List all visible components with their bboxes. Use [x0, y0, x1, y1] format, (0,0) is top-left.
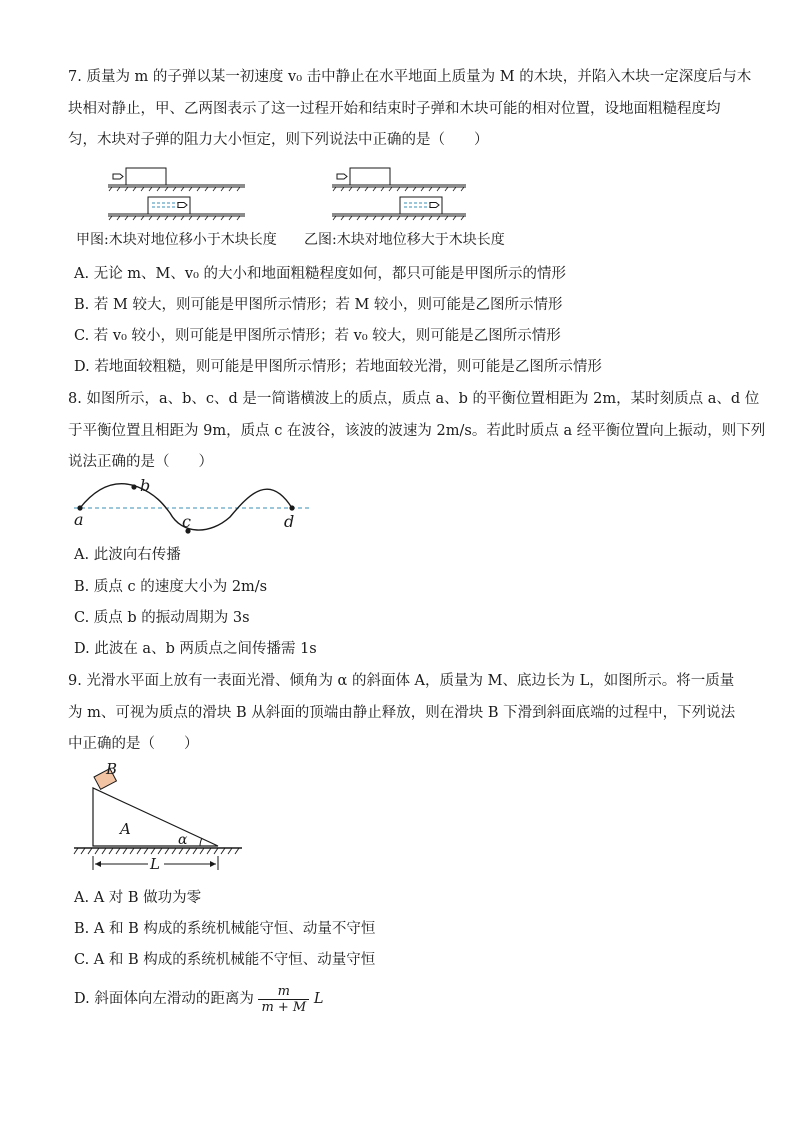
q8-label-a: a — [74, 510, 84, 529]
q8-label-c: c — [182, 512, 191, 531]
q7-diagram-yi — [326, 160, 496, 222]
q7-caption-yi: 乙图:木块对地位移大于木块长度 — [304, 232, 505, 248]
q8-point-b — [131, 484, 136, 489]
q9-option-d-suffix: L — [313, 991, 324, 1007]
q9-line-1: 9. 光滑水平面上放有一表面光滑、倾角为 α 的斜面体 A，质量为 M、底边长为 L，如图所示。将一质量 — [68, 673, 735, 689]
q9-option-b: B. A 和 B 构成的系统机械能守恒、动量不守恒 — [74, 921, 376, 937]
q9-label-l: L — [150, 855, 160, 873]
q7-option-a: A. 无论 m、M、v₀ 的大小和地面粗糙程度如何，都只可能是甲图所示的情形 — [74, 266, 567, 282]
q8-option-c: C. 质点 b 的振动周期为 3s — [74, 610, 250, 626]
q9-fraction-numerator: m — [277, 983, 290, 999]
q7-option-b: B. 若 M 较大，则可能是甲图所示情形；若 M 较小，则可能是乙图所示情形 — [74, 297, 563, 313]
q8-option-d: D. 此波在 a、b 两质点之间传播需 1s — [74, 641, 317, 657]
q9-option-d-fraction — [258, 984, 309, 1015]
q9-line-2: 为 m、可视为质点的滑块 B 从斜面的顶端由静止释放，则在滑块 B 下滑到斜面底端的过程中，下列说法 — [68, 705, 736, 721]
q9-option-a: A. A 对 B 做功为零 — [74, 890, 202, 906]
q7-line-3: 匀，木块对子弹的阻力大小恒定，则下列说法中正确的是（ ） — [68, 132, 489, 148]
q8-line-1: 8. 如图所示，a、b、c、d 是一简谐横波上的质点，质点 a、b 的平衡位置相距为 2m，某时刻质点 a、d 位 — [68, 391, 760, 407]
q7-line-1: 7. 质量为 m 的子弹以某一初速度 v₀ 击中静止在水平地面上质量为 M 的木块，并陷入木块一定深度后与木 — [68, 69, 752, 85]
q8-wave-diagram — [70, 475, 320, 533]
q9-fraction-denominator: m + M — [258, 999, 309, 1015]
q8-label-d: d — [284, 512, 295, 531]
q7-option-d: D. 若地面较粗糙，则可能是甲图所示情形；若地面较光滑，则可能是乙图所示情形 — [74, 359, 602, 375]
q8-label-b: b — [140, 476, 151, 495]
q8-option-b: B. 质点 c 的速度大小为 2m/s — [74, 579, 268, 595]
q7-diagram-jia — [100, 160, 270, 222]
q7-option-c: C. 若 v₀ 较小，则可能是甲图所示情形；若 v₀ 较大，则可能是乙图所示情形 — [74, 328, 561, 344]
q9-option-d — [74, 982, 323, 1016]
q9-option-d-prefix: D. 斜面体向左滑动的距离为 — [74, 991, 254, 1007]
q7-line-2: 块相对静止，甲、乙两图表示了这一过程开始和结束时子弹和木块可能的相对位置，设地面粗糙程度均 — [68, 101, 721, 117]
q9-option-c: C. A 和 B 构成的系统机械能不守恒、动量守恒 — [74, 952, 376, 968]
q8-line-3: 说法正确的是（ ） — [68, 454, 213, 470]
q9-line-3: 中正确的是（ ） — [68, 736, 199, 752]
q9-label-b: B — [106, 760, 118, 778]
q9-label-a: A — [120, 820, 131, 838]
q9-label-alpha: α — [178, 832, 188, 848]
q8-line-2: 于平衡位置且相距为 9m，质点 c 在波谷，该波的波速为 2m/s。若此时质点 a 经平衡位置向上振动，则下列 — [68, 423, 766, 439]
q7-caption-jia: 甲图:木块对地位移小于木块长度 — [76, 232, 277, 248]
q8-option-a: A. 此波向右传播 — [74, 547, 181, 563]
q8-point-d — [289, 505, 294, 510]
q9-incline-body — [93, 788, 218, 846]
q9-incline-diagram — [70, 760, 250, 876]
